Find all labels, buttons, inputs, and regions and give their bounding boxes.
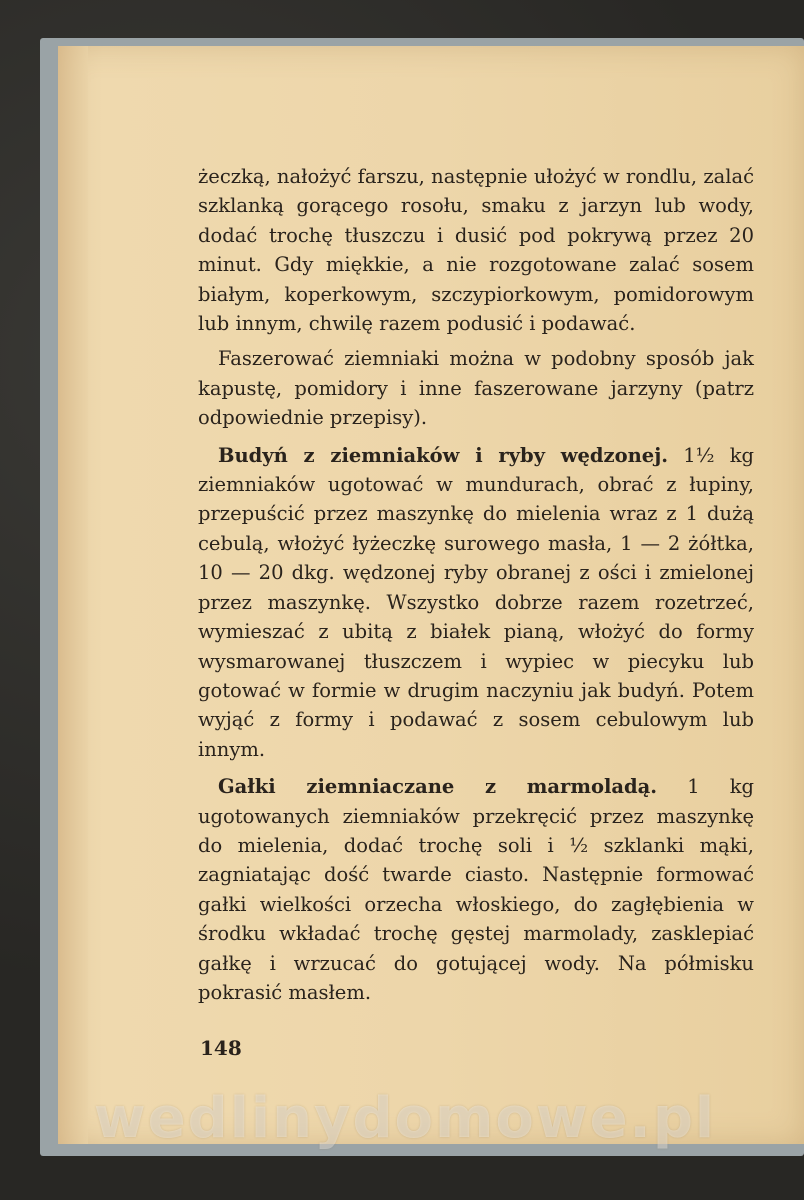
recipe-body: 1 kg ugotowanych ziemniaków przekręcić przez maszynkę do mielenia, dodać trochę soli i ½ szklanki mąki, zagniatając dość twarde ciasto. Następnie formować gałki wielkości orzecha włoskiego, do zagłębienia w środku wkładać trochę gęstej marmolady, zasklepiać gałkę i wrzucać do gotującej wody. Na półmisku pokrasić masłem. [198,775,755,1004]
page-number: 148 [200,1036,242,1060]
recipe-title: Budyń z ziemniaków i ryby wędzonej. [218,443,669,467]
recipe-body: 1½ kg ziemniaków ugotować w mundurach, obrać z łupiny, przepuścić przez maszynkę do mielenia wraz z 1 dużą cebulą, włożyć łyżeczkę surowego masła, 1 — 2 żółtka, 10 — 20 dkg. wędzonej ryby obranej z ości i zmielonej przez maszynkę. Wszystko dobrze razem rozetrzeć, wymieszać z ubitą z białek pianą, włożyć do formy wysmarowanej tłuszczem i wypiec w piecyku lub gotować w formie w drugim naczyniu jak budyń. Potem wyjąć z formy i podawać z sosem cebulowym lub innym. [198,443,754,761]
recipe-galki [198,772,754,1007]
page-gutter-shadow [58,46,88,1144]
recipe-budyn [198,441,754,764]
watermark: wedlinydomowe.pl [93,1086,717,1151]
recipe-title: Gałki ziemniaczane z marmoladą. [218,775,658,799]
paragraph-stuffed-potatoes: Faszerować ziemniaki można w podobny sposób jak kapustę, pomidory i inne faszerowane jarzyny (patrz odpowiednie przepisy). [198,347,754,430]
page-text [198,162,754,1007]
paragraph-continuation: żeczką, nałożyć farszu, następnie ułożyć w rondlu, zalać szklanką gorącego rosołu, smaku z jarzyn lub wody, dodać trochę tłuszczu i dusić pod pokrywą przez 20 minut. Gdy miękkie, a nie rozgotowane zalać sosem białym, koperkowym, szczypiorkowym, pomidorowym lub innym, chwilę razem podusić i podawać. [198,165,754,336]
